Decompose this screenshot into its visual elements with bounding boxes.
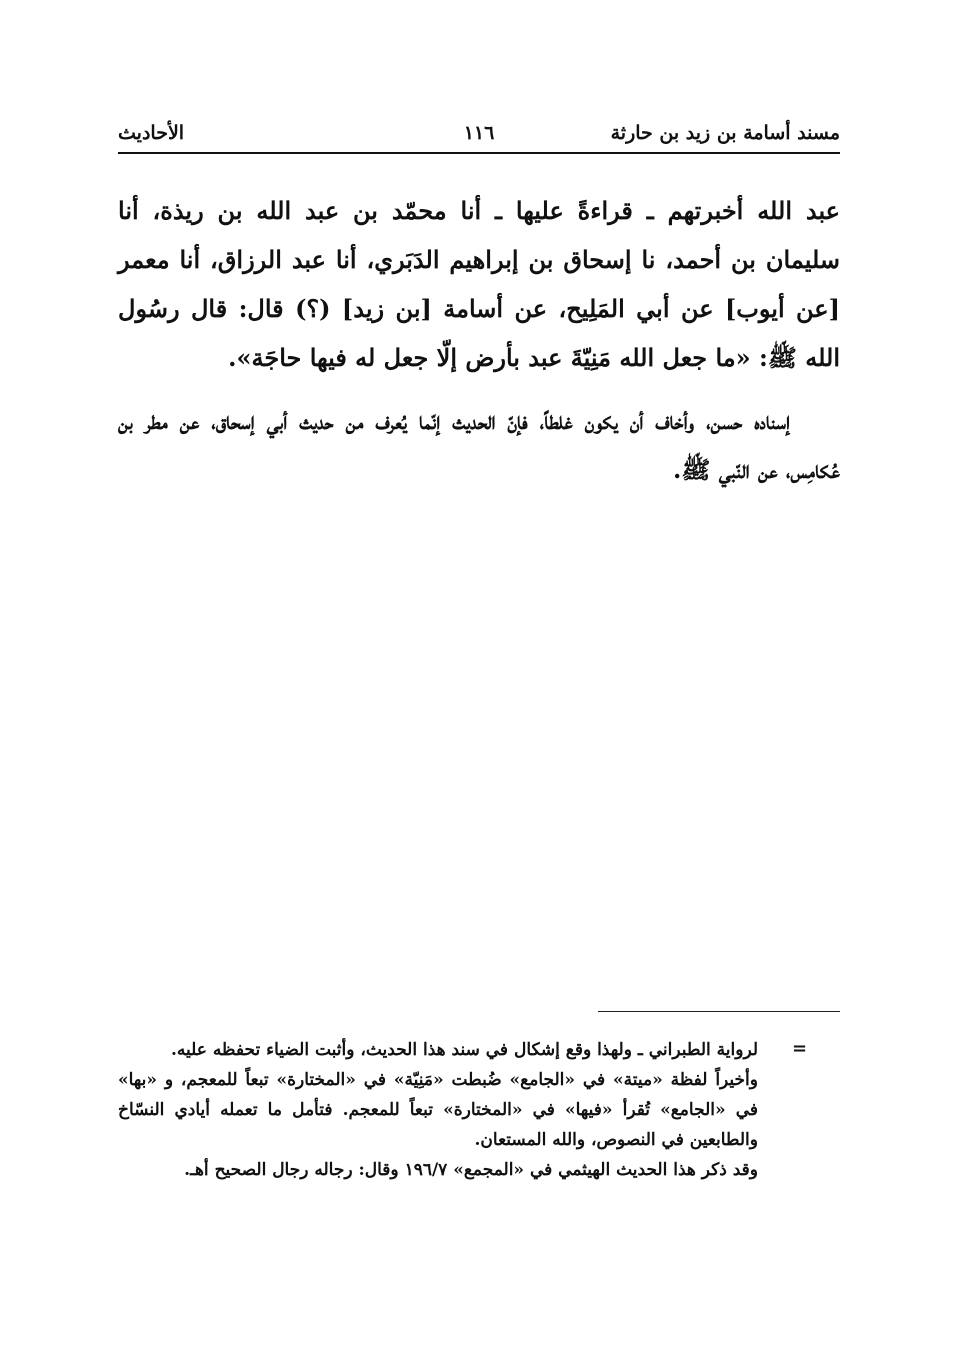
- footnote-line: لرواية الطبراني ـ ولهذا وقع إشكال في سند هذا الحديث، وأثبت الضياء تحفظه عليه.: [170, 1040, 758, 1060]
- running-title: مسند أسامة بن زيد بن حارثة: [610, 122, 840, 144]
- commentary-paragraph: إسناده حسن، وأخاف أن يكون غلطاً، فإنّ الحديث إنّما يُعرف من حديث أبي إسحاق، عن مطر بن عُكامِس، عن النّبي ﷺ.: [118, 406, 840, 484]
- footnote-line: وقد ذكر هذا الحديث الهيثمي في «المجمع» ١٩٦/٧ وقال: رجاله رجال الصحيح أهـ.: [184, 1160, 758, 1180]
- footnote-continuation-marker: =: [792, 1038, 808, 1059]
- main-text: [118, 186, 840, 494]
- hadith-paragraph: عبد الله أخبرتهم ـ قراءةً عليها ـ أنا محمّد بن عبد الله بن ريذة، أنا سليمان بن أحمد، نا إسحاق بن إبراهيم الدَبَري، أنا عبد الرزاق، أنا معمر [عن أيوب] عن أبي المَلِيح، عن أسامة [بن زيد] (؟) قال: قال رسُول الله ﷺ: «ما جعل الله مَنِيّةَ عبد بأرض إلّا جعل له فيها حاجَة».: [118, 196, 840, 372]
- header-divider: [118, 152, 840, 154]
- footnote-line: وأخيراً لفظة «ميتة» في «الجامع» ضُبطت «مَنِيّة» في «المختارة» تبعاً للمعجم، و «بها» في «الجامع» تُقرأ «فيها» في «المختارة» تبعاً للمعجم. فتأمل ما تعمله أيادي النسّاخ والطابعين في النصوص، والله المستعان.: [118, 1070, 758, 1150]
- page-number: ١١٦: [463, 122, 495, 144]
- page-header: [118, 118, 840, 150]
- footnote-divider: [598, 1011, 840, 1012]
- footnotes: [118, 1035, 758, 1185]
- section-title: الأحاديث: [118, 122, 185, 144]
